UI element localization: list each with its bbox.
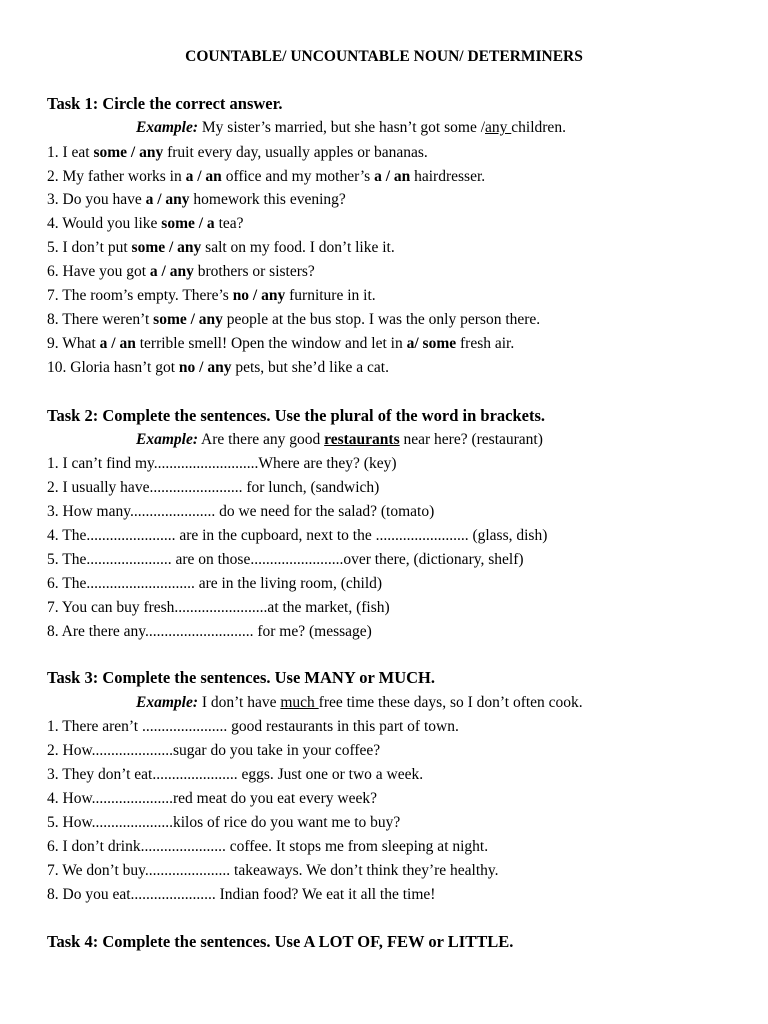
task3-item	[47, 765, 423, 785]
text-run: 7. We don’t buy...................... takeaways. We don’t think they’re healthy.	[47, 862, 499, 879]
example-answer: any	[485, 119, 512, 136]
text-run: Are there any good	[198, 431, 325, 448]
example-label: Example:	[136, 694, 198, 711]
task1-item	[47, 167, 485, 187]
text-run: furniture in it.	[285, 287, 376, 304]
task3-heading: Task 3: Complete the sentences. Use MANY or MUCH.	[47, 668, 436, 687]
text-run: 1. I eat	[47, 144, 94, 161]
text-run: 1. I can’t find my...........................Where are they? (key)	[47, 455, 397, 472]
text-run: 2. How.....................sugar do you take in your coffee?	[47, 742, 381, 759]
text-run: 10. Gloria hasn’t got	[47, 359, 179, 376]
text-run: 6. I don’t drink...................... coffee. It stops me from sleeping at night.	[47, 838, 489, 855]
task1-item	[47, 262, 315, 282]
example-label: Example:	[136, 119, 198, 136]
task1-item	[47, 238, 395, 258]
text-run: 4. The....................... are in the cupboard, next to the ........................ (glass, dish)	[47, 527, 548, 544]
text-run: 8. Do you eat...................... Indian food? We eat it all the time!	[47, 886, 436, 903]
text-run: 9. What	[47, 335, 100, 352]
answer-option: no / any	[178, 359, 232, 376]
task1-example	[136, 118, 566, 138]
text-run: 3. They don’t eat...................... eggs. Just one or two a week.	[47, 766, 424, 783]
task1-item	[47, 190, 346, 210]
answer-option: no / any	[232, 287, 286, 304]
text-run: terrible smell! Open the window and let in	[135, 335, 407, 352]
task1-item	[47, 310, 540, 330]
text-run: 5. How.....................kilos of rice do you want me to buy?	[47, 814, 401, 831]
task3-item	[47, 861, 499, 881]
task2-item	[47, 454, 397, 474]
page-title: COUNTABLE/ UNCOUNTABLE NOUN/ DETERMINERS	[185, 48, 583, 65]
answer-option: a / any	[145, 191, 190, 208]
text-run: pets, but she’d like a cat.	[231, 359, 389, 376]
task3-item	[47, 789, 377, 809]
answer-option: some / any	[131, 239, 202, 256]
text-run: tea?	[214, 215, 244, 232]
text-run: 8. Are there any............................ for me? (message)	[47, 623, 372, 640]
text-run: 3. Do you have	[47, 191, 146, 208]
text-run: 5. The...................... are on those........................over there, (dictionary, shelf)	[47, 551, 524, 568]
text-run: office and my mother’s	[221, 168, 375, 185]
answer-option: some / a	[161, 215, 215, 232]
text-run: free time these days, so I don’t often cook.	[318, 694, 583, 711]
text-run: 5. I don’t put	[47, 239, 132, 256]
text-run: 3. How many...................... do we need for the salad? (tomato)	[47, 503, 435, 520]
text-run: 7. You can buy fresh........................at the market, (fish)	[47, 599, 390, 616]
text-run: 8. There weren’t	[47, 311, 154, 328]
task3-item	[47, 837, 488, 857]
text-run: My sister’s married, but she hasn’t got some /	[198, 119, 486, 136]
task3-item	[47, 717, 459, 737]
text-run: 4. Would you like	[47, 215, 162, 232]
task2-item	[47, 550, 524, 570]
task2-example	[136, 430, 543, 450]
answer-option: a / an	[185, 168, 222, 185]
answer-option: a / an	[99, 335, 136, 352]
example-answer: restaurants	[324, 431, 400, 448]
answer-option: a / any	[149, 263, 194, 280]
task2-item	[47, 598, 390, 618]
answer-option: a / an	[374, 168, 411, 185]
task2-item	[47, 478, 379, 498]
text-run: 6. Have you got	[47, 263, 150, 280]
task1-item	[47, 334, 514, 354]
text-run: 6. The............................ are in the living room, (child)	[47, 575, 383, 592]
text-run: hairdresser.	[410, 168, 486, 185]
task4-heading: Task 4: Complete the sentences. Use A LOT OF, FEW or LITTLE.	[47, 932, 514, 951]
text-run: near here? (restaurant)	[399, 431, 543, 448]
example-label: Example:	[136, 431, 198, 448]
task3-item	[47, 813, 400, 833]
answer-option: some / any	[153, 311, 223, 328]
task1-item	[47, 286, 376, 306]
task2-item	[47, 502, 434, 522]
example-answer: much	[280, 694, 319, 711]
text-run: people at the bus stop. I was the only person there.	[222, 311, 541, 328]
text-run: 7. The room’s empty. There’s	[47, 287, 233, 304]
text-run: salt on my food. I don’t like it.	[201, 239, 395, 256]
task1-item	[47, 358, 389, 378]
task1-item	[47, 143, 428, 163]
task1-heading: Task 1: Circle the correct answer.	[47, 94, 283, 113]
text-run: children.	[511, 119, 566, 136]
text-run: 1. There aren’t ...................... good restaurants in this part of town.	[47, 718, 459, 735]
text-run: brothers or sisters?	[193, 263, 315, 280]
task2-heading: Task 2: Complete the sentences. Use the plural of the word in brackets.	[47, 406, 546, 425]
answer-option: a/ some	[406, 335, 457, 352]
task3-example	[136, 693, 583, 713]
text-run: fruit every day, usually apples or bananas.	[163, 144, 428, 161]
answer-option: some / any	[93, 144, 164, 161]
task3-item	[47, 885, 435, 905]
text-run: I don’t have	[198, 694, 281, 711]
text-run: 2. My father works in	[47, 168, 186, 185]
text-run: 2. I usually have........................ for lunch, (sandwich)	[47, 479, 380, 496]
text-run: homework this evening?	[189, 191, 346, 208]
task3-item	[47, 741, 380, 761]
task2-item	[47, 622, 372, 642]
task2-item	[47, 574, 382, 594]
text-run: 4. How.....................red meat do you eat every week?	[47, 790, 377, 807]
task2-item	[47, 526, 547, 546]
task1-item	[47, 214, 244, 234]
text-run: fresh air.	[456, 335, 515, 352]
